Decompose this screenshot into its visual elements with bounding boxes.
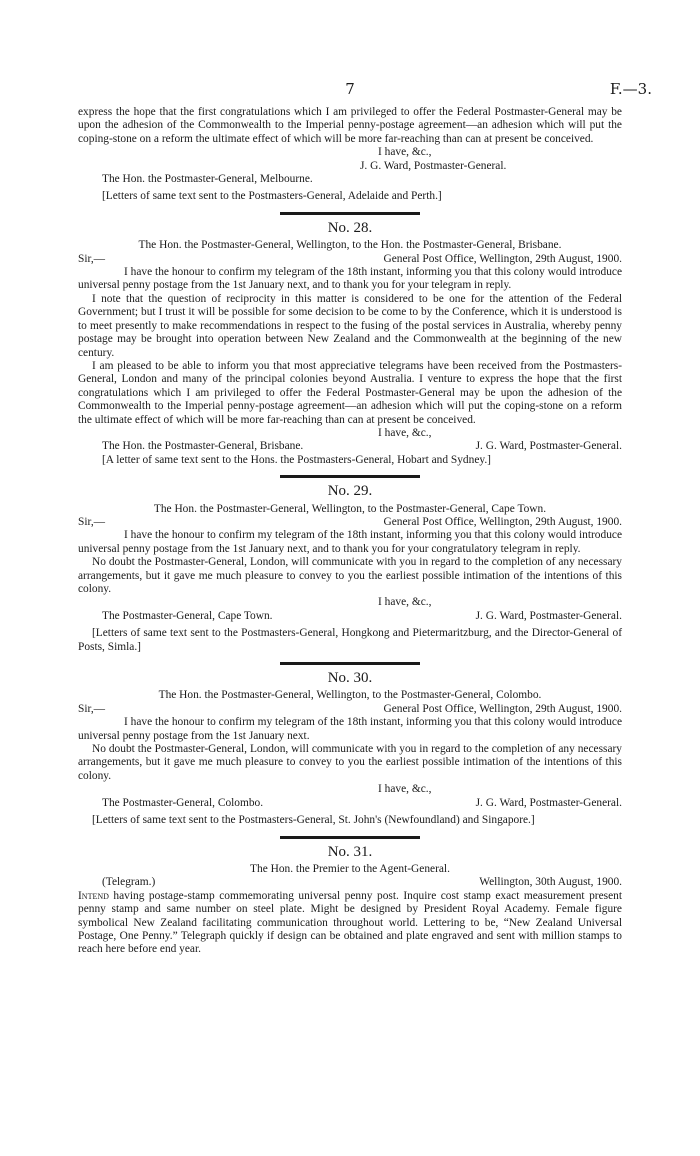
section-rule <box>280 836 420 839</box>
signature: J. G. Ward, Postmaster-General. <box>475 609 622 622</box>
telegram-body <box>78 890 622 957</box>
letter-paragraph: I am pleased to be able to inform you that most appreciative telegrams have been received from the Postmasters-General, London and many of the principal colonies beyond Australia. I venture to express the hope that the first congratulations which I am privileged to offer the Federal Postmaster-General may be upon the adhesion of the Commonwealth to the Imperial penny-postage agreement—an adhesion which will put the coping-stone on a reform the ultimate effect of which will be more far-reaching than can at present be conceived. <box>78 359 622 426</box>
letter-note: [Letters of same text sent to the Postmasters-General, St. John's (Newfoundland) and Singapore.] <box>92 814 535 827</box>
letter-paragraph: No doubt the Postmaster-General, London, will communicate with you in regard to the completion of any necessary arrangements, but it gave me much pleasure to convey to you the earliest possible intimation of the intentions of this colony. <box>78 743 622 782</box>
letter-signoff <box>78 610 622 623</box>
continuation-close: I have, &c., <box>378 146 432 159</box>
addressee: The Hon. the Postmaster-General, Brisbane. <box>102 440 304 453</box>
place-date: General Post Office, Wellington, 29th August, 1900. <box>383 252 622 265</box>
letter-paragraph: I note that the question of reciprocity in this matter is considered to be one for the attention of the Federal Government; but I trust it will be possible for some decision to be come to by the Conference, which it is understood is to meet presently to make recommendations in respect to the fusing of the postal services in Australia, whereby penny postage may be brought into operation between New Zealand and the Commonwealth at the beginning of the new century. <box>78 292 622 359</box>
letter-heading: The Hon. the Postmaster-General, Wellington, to the Postmaster-General, Cape Town. <box>153 502 547 515</box>
letter-paragraph: I have the honour to confirm my telegram of the 18th instant, informing you that this colony would introduce universal penny postage from the 1st January next, and to thank you for your telegram in reply. <box>78 266 622 292</box>
signature: J. G. Ward, Postmaster-General. <box>475 440 622 453</box>
letter-number: No. 31. <box>327 843 373 860</box>
letter-dateline <box>78 516 622 529</box>
addressee: The Postmaster-General, Colombo. <box>102 796 264 809</box>
salutation: Sir,— <box>78 252 106 265</box>
letter-dateline <box>78 703 622 716</box>
continuation-signature: J. G. Ward, Postmaster-General. <box>360 159 507 172</box>
telegram-label: (Telegram.) <box>102 876 156 889</box>
letter-heading: The Hon. the Premier to the Agent-General. <box>250 862 450 875</box>
place-date: General Post Office, Wellington, 29th August, 1900. <box>383 702 622 715</box>
section-rule <box>280 212 420 215</box>
addressee: The Postmaster-General, Cape Town. <box>102 609 273 622</box>
signature: J. G. Ward, Postmaster-General. <box>475 796 622 809</box>
place-date: General Post Office, Wellington, 29th August, 1900. <box>383 515 622 528</box>
place-date: Wellington, 30th August, 1900. <box>479 876 622 889</box>
letter-heading: The Hon. the Postmaster-General, Wellington, to the Postmaster-General, Colombo. <box>158 689 542 702</box>
page-number: 7 <box>345 80 355 98</box>
document-reference: F.—3. <box>609 80 652 98</box>
continuation-paragraph: express the hope that the first congratulations which I am privileged to offer the Federal Postmaster-General may be upon the adhesion of the Commonwealth to the Imperial penny-postage agreement—an adhesion which will put the coping-stone on a reform the ultimate effect of which will be more far-reaching than can at present be conceived. <box>78 106 622 145</box>
letter-close: I have, &c., <box>378 596 432 609</box>
letter-close: I have, &c., <box>378 783 432 796</box>
letter-note: [A letter of same text sent to the Hons. the Postmasters-General, Hobart and Sydney.] <box>102 453 491 466</box>
telegram-lead-word: Intend <box>78 889 109 902</box>
letter-paragraph: I have the honour to confirm my telegram of the 18th instant, informing you that this colony would introduce universal penny postage from the 1st January next, and to thank you for your congratulatory telegram in reply. <box>78 529 622 555</box>
salutation: Sir,— <box>78 702 106 715</box>
letter-signoff <box>78 797 622 810</box>
telegram-dateline <box>78 876 622 889</box>
letter-number: No. 28. <box>327 219 373 236</box>
section-rule <box>280 475 420 478</box>
continuation-note: [Letters of same text sent to the Postmasters-General, Adelaide and Perth.] <box>102 190 442 203</box>
letter-paragraph: I have the honour to confirm my telegram of the 18th instant, informing you that this colony would introduce universal penny postage from the 1st January next. <box>78 716 622 742</box>
letter-number: No. 30. <box>327 670 373 687</box>
letter-close: I have, &c., <box>378 426 432 439</box>
telegram-text: having postage-stamp commemorating universal penny post. Inquire cost stamp exact measurement present penny stamp and same number on steel plate. Might be designed by President Royal Academy. Female figure symbolical New Zealand facilitating communication throughout world. Lettering to be, “New Zealand Universal Postage, One Penny.” Telegraph quickly if design can be obtained and plate engraved and sent with million stamps to reach here before end year. <box>78 889 622 956</box>
letter-paragraph: No doubt the Postmaster-General, London, will communicate with you in regard to the completion of any necessary arrangements, but it gave me much pleasure to convey to you the earliest possible intimation of the intentions of this colony. <box>78 556 622 595</box>
page-content <box>78 106 622 957</box>
letter-dateline <box>78 253 622 266</box>
letter-number: No. 29. <box>327 483 373 500</box>
salutation: Sir,— <box>78 515 106 528</box>
section-rule <box>280 662 420 665</box>
letter-note: [Letters of same text sent to the Postmasters-General, Hongkong and Pietermaritzburg, and the Director-General of Posts, Simla.] <box>78 627 622 653</box>
letter-signoff <box>78 440 622 453</box>
continuation-addressee: The Hon. the Postmaster-General, Melbourne. <box>102 173 313 186</box>
letter-heading: The Hon. the Postmaster-General, Wellington, to the Hon. the Postmaster-General, Brisbane. <box>138 239 562 252</box>
